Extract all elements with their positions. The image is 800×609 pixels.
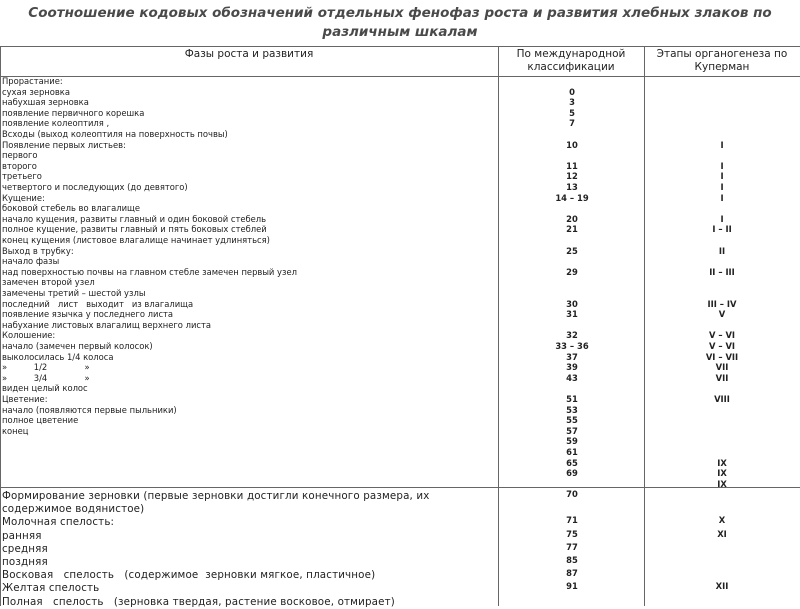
phase-cell: боковой стебель во влагалище — [2, 203, 141, 214]
organogenesis-stage-cell: X — [718, 515, 726, 526]
international-code-cell: 53 — [566, 404, 578, 415]
international-code-cell: 21 — [566, 224, 578, 235]
phase-cell: полное цветение — [2, 415, 79, 426]
phase-cell: Формирование зерновки (первые зерновки достигли конечного размера, их — [2, 490, 430, 502]
header-kuperman-line-1: Этапы органогенеза по — [656, 48, 788, 60]
phase-cell: полное кущение, развиты главный и пять боковых стеблей — [2, 224, 267, 235]
international-code-cell: 77 — [566, 541, 578, 552]
phase-cell: начало фазы — [2, 256, 60, 267]
phase-cell: Выход в трубку: — [2, 245, 74, 256]
phase-cell: последний лист выходит из влагалища — [2, 298, 194, 309]
international-code-cell: 31 — [566, 309, 578, 320]
phase-cell: набухшая зерновка — [2, 97, 89, 108]
column-divider-2 — [644, 46, 645, 606]
international-code-cell: 5 — [569, 107, 575, 118]
international-code-cell: 51 — [566, 394, 578, 404]
international-code-cell: 85 — [566, 555, 578, 565]
organogenesis-stage-cell: I — [720, 139, 724, 150]
organogenesis-stage-cell: II – III — [709, 266, 735, 277]
organogenesis-stage-cell: V – VI — [708, 330, 736, 341]
page-title — [0, 4, 800, 42]
organogenesis-stage-cell: VII — [715, 362, 729, 373]
header-kuperman-line-2: Куперман — [694, 61, 750, 73]
organogenesis-stage-cell: XI — [717, 528, 727, 539]
international-code-cell: 33 – 36 — [555, 341, 589, 351]
organogenesis-stage-cell: IX — [717, 478, 727, 489]
organogenesis-stage-cell: VI – VII — [705, 351, 739, 362]
phenophase-table — [0, 46, 800, 606]
international-code-cell: 71 — [566, 515, 578, 526]
title-line-1: Соотношение кодовых обозначений отдельных фенофаз роста и развития хлебных злаков по — [28, 5, 772, 21]
international-code-cell: 13 — [566, 182, 578, 192]
organogenesis-stage-cell: I — [720, 192, 724, 203]
phase-cell: над поверхностью почвы на главном стебле замечен первый узел — [2, 266, 297, 277]
phase-cell: Полная спелость (зерновка твердая, растение восковое, отмирает) — [2, 595, 395, 608]
international-code-cell: 14 – 19 — [555, 192, 589, 203]
organogenesis-stage-cell: I — [720, 213, 724, 224]
phase-cell: начало кущения, развиты главный и один боковой стебель — [2, 213, 267, 224]
organogenesis-stage-cell: I – II — [712, 224, 732, 235]
title-line-2: различным шкалам — [322, 24, 478, 40]
international-code-cell: 3 — [569, 97, 575, 108]
header-kuperman — [644, 48, 800, 74]
phase-cell: Прорастание: — [2, 76, 63, 86]
phase-cell: » 1/2 » — [2, 362, 90, 373]
international-code-cell: 10 — [566, 139, 578, 150]
phase-cell: замечен второй узел — [2, 277, 95, 288]
international-code-cell: 59 — [566, 436, 578, 447]
international-code-cell: 11 — [566, 160, 578, 171]
phase-cell: появление колеоптиля , — [2, 118, 110, 129]
international-code-cell: 75 — [566, 528, 578, 539]
phase-cell: Желтая спелость — [2, 582, 100, 595]
phase-cell: набухание листовых влагалищ верхнего листа — [2, 319, 212, 330]
phase-cell: начало (появляются первые пыльники) — [2, 404, 177, 415]
phase-cell: конец — [2, 425, 29, 436]
international-code-cell: 7 — [569, 118, 575, 129]
phase-cell: первого — [2, 150, 38, 161]
international-code-cell: 30 — [566, 298, 578, 309]
phase-cell: Восковая спелость (содержимое зерновки мягкое, пластичное) — [2, 569, 376, 582]
international-code-cell: 55 — [566, 415, 578, 426]
phase-cell: сухая зерновка — [2, 86, 70, 97]
phase-cell: Молочная спелость: — [2, 516, 115, 529]
international-code-cell: 43 — [566, 372, 578, 383]
phase-cell: замечены третий – шестой узлы — [2, 288, 146, 298]
organogenesis-stage-cell: I — [720, 182, 724, 192]
organogenesis-stage-cell: I — [720, 171, 724, 182]
header-international-line-1: По международной — [516, 48, 626, 60]
international-code-cell: 25 — [566, 245, 578, 256]
header-phases: Фазы роста и развития — [184, 48, 314, 60]
phase-cell: Цветение: — [2, 394, 48, 404]
international-code-cell: 65 — [566, 457, 578, 468]
organogenesis-stage-cell: IX — [717, 457, 727, 468]
phase-cell: Кущение: — [2, 192, 45, 203]
header-divider — [0, 76, 800, 77]
phase-cell: начало (замечен первый колосок) — [2, 341, 153, 351]
table-border-top — [0, 46, 800, 47]
international-code-cell: 12 — [566, 171, 578, 182]
column-divider-1 — [498, 46, 499, 606]
phase-cell: Всходы (выход колеоптиля на поверхность почвы) — [2, 129, 228, 139]
phase-cell: второго — [2, 160, 37, 171]
organogenesis-stage-cell: V — [718, 309, 726, 320]
phase-cell: виден целый колос — [2, 383, 88, 394]
phase-cell: четвертого и последующих (до девятого) — [2, 182, 188, 192]
international-code-cell: 29 — [566, 266, 578, 277]
international-code-cell: 57 — [566, 425, 578, 436]
phase-cell: появление первичного корешка — [2, 107, 145, 118]
phase-cell: Колошение: — [2, 330, 56, 341]
phase-cell: появление язычка у последнего листа — [2, 309, 174, 320]
organogenesis-stage-cell: VIII — [714, 394, 730, 404]
table-border-left — [0, 46, 1, 606]
international-code-cell: 91 — [566, 581, 578, 592]
phase-cell: третьего — [2, 171, 42, 182]
phase-cell: » 3/4 » — [2, 372, 90, 383]
header-international-line-2: классификации — [527, 61, 615, 73]
organogenesis-stage-cell: IX — [717, 468, 727, 479]
phase-cell: содержимое водянистое) — [2, 503, 145, 516]
international-code-cell: 37 — [566, 351, 578, 362]
international-code-cell: 61 — [566, 447, 578, 457]
organogenesis-stage-cell: III – IV — [707, 298, 737, 309]
phase-cell: конец кущения (листовое влагалище начинает удлиняться) — [2, 235, 270, 245]
phase-cell: средняя — [2, 542, 48, 555]
international-code-cell: 39 — [566, 362, 578, 373]
international-code-cell: 0 — [569, 86, 575, 97]
phase-cell: выколосилась 1/4 колоса — [2, 351, 114, 362]
header-international — [498, 48, 644, 74]
phase-cell: Появление первых листьев: — [2, 139, 126, 150]
organogenesis-stage-cell: II — [718, 245, 726, 256]
international-code-cell: 87 — [566, 568, 578, 579]
organogenesis-stage-cell: VII — [715, 372, 729, 383]
organogenesis-stage-cell: V – VI — [708, 341, 736, 351]
organogenesis-stage-cell: I — [720, 160, 724, 171]
international-code-cell: 70 — [566, 489, 578, 499]
phase-cell: поздняя — [2, 556, 48, 568]
organogenesis-stage-cell: XII — [715, 581, 729, 592]
phase-cell: ранняя — [2, 529, 42, 542]
international-code-cell: 32 — [566, 330, 578, 341]
international-code-cell: 20 — [566, 213, 578, 224]
international-code-cell: 69 — [566, 468, 578, 479]
